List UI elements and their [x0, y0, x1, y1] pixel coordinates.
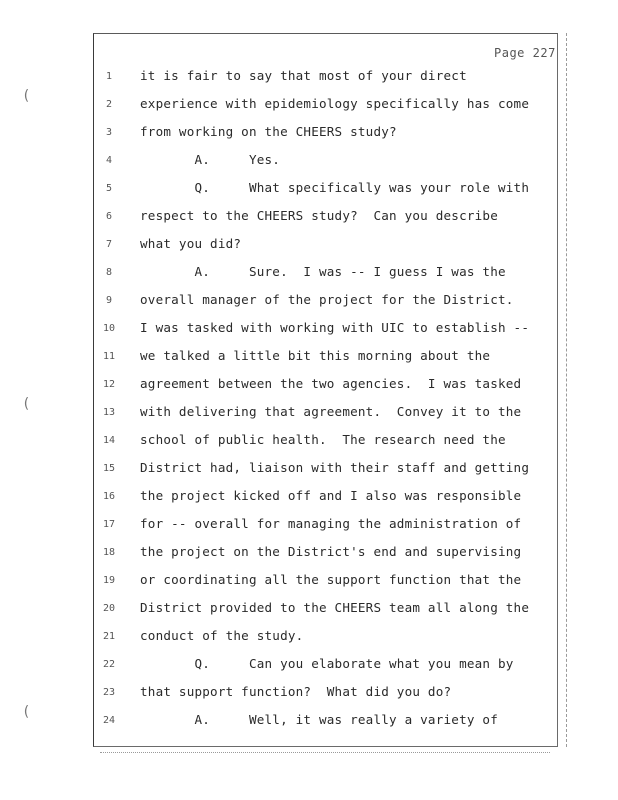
line-number: 21: [102, 631, 116, 642]
transcript-line: [0, 376, 618, 396]
line-number: 14: [102, 435, 116, 446]
line-text: the project on the District's end and supervising: [140, 544, 522, 559]
line-number: 3: [105, 127, 113, 138]
line-number: 15: [102, 463, 116, 474]
line-text: school of public health. The research need the: [140, 432, 506, 447]
transcript-line: [0, 236, 618, 256]
line-number: 10: [102, 323, 116, 334]
line-number: 4: [105, 155, 113, 166]
line-number: 2: [105, 99, 113, 110]
line-number: 8: [105, 267, 113, 278]
line-text: we talked a little bit this morning about the: [140, 348, 491, 363]
line-text: experience with epidemiology specifically has come: [140, 96, 530, 111]
line-number: 13: [102, 407, 116, 418]
line-number: 17: [102, 519, 116, 530]
line-text: or coordinating all the support function that the: [140, 572, 522, 587]
line-number: 11: [102, 351, 116, 362]
line-text: agreement between the two agencies. I was tasked: [140, 376, 522, 391]
transcript-line: [0, 124, 618, 144]
line-text: what you did?: [140, 236, 242, 251]
transcript-line: [0, 264, 618, 284]
line-number: 12: [102, 379, 116, 390]
line-number: 9: [105, 295, 113, 306]
line-text: from working on the CHEERS study?: [140, 124, 397, 139]
transcript-line: [0, 68, 618, 88]
line-text: overall manager of the project for the District.: [140, 292, 514, 307]
binding-hole-mark: (: [22, 88, 31, 104]
line-text: A. Well, it was really a variety of: [140, 712, 498, 727]
page-number-header: Page 227: [494, 46, 556, 60]
line-text: with delivering that agreement. Convey it to the: [140, 404, 522, 419]
line-text: District provided to the CHEERS team all along the: [140, 600, 530, 615]
transcript-line: [0, 152, 618, 172]
line-number: 24: [102, 715, 116, 726]
line-text: the project kicked off and I also was responsible: [140, 488, 522, 503]
transcript-line: [0, 432, 618, 452]
transcript-line: [0, 712, 618, 732]
line-number: 22: [102, 659, 116, 670]
transcript-line: [0, 404, 618, 424]
transcript-line: [0, 460, 618, 480]
line-number: 23: [102, 687, 116, 698]
transcript-line: [0, 292, 618, 312]
transcript-line: [0, 628, 618, 648]
transcript-line: [0, 684, 618, 704]
transcript-line: [0, 516, 618, 536]
line-text: conduct of the study.: [140, 628, 304, 643]
transcript-line: [0, 348, 618, 368]
line-number: 1: [105, 71, 113, 82]
line-text: A. Sure. I was -- I guess I was the: [140, 264, 506, 279]
line-text: that support function? What did you do?: [140, 684, 452, 699]
line-text: I was tasked with working with UIC to establish --: [140, 320, 530, 335]
line-number: 7: [105, 239, 113, 250]
transcript-line: [0, 544, 618, 564]
transcript-line: [0, 488, 618, 508]
line-text: Q. What specifically was your role with: [140, 180, 530, 195]
transcript-line: [0, 180, 618, 200]
binding-hole-mark: (: [22, 396, 31, 412]
line-text: for -- overall for managing the administration of: [140, 516, 522, 531]
transcript-line: [0, 572, 618, 592]
transcript-line: [0, 320, 618, 340]
transcript-line: [0, 656, 618, 676]
transcript-line: [0, 96, 618, 116]
line-number: 16: [102, 491, 116, 502]
line-number: 6: [105, 211, 113, 222]
line-text: A. Yes.: [140, 152, 281, 167]
line-number: 18: [102, 547, 116, 558]
binding-hole-mark: (: [22, 704, 31, 720]
line-text: it is fair to say that most of your direct: [140, 68, 467, 83]
line-text: Q. Can you elaborate what you mean by: [140, 656, 514, 671]
line-number: 5: [105, 183, 113, 194]
line-text: respect to the CHEERS study? Can you describe: [140, 208, 498, 223]
transcript-line: [0, 208, 618, 228]
line-text: District had, liaison with their staff and getting: [140, 460, 530, 475]
line-number: 19: [102, 575, 116, 586]
line-number: 20: [102, 603, 116, 614]
transcript-line: [0, 600, 618, 620]
bottom-scan-noise: [100, 752, 550, 753]
